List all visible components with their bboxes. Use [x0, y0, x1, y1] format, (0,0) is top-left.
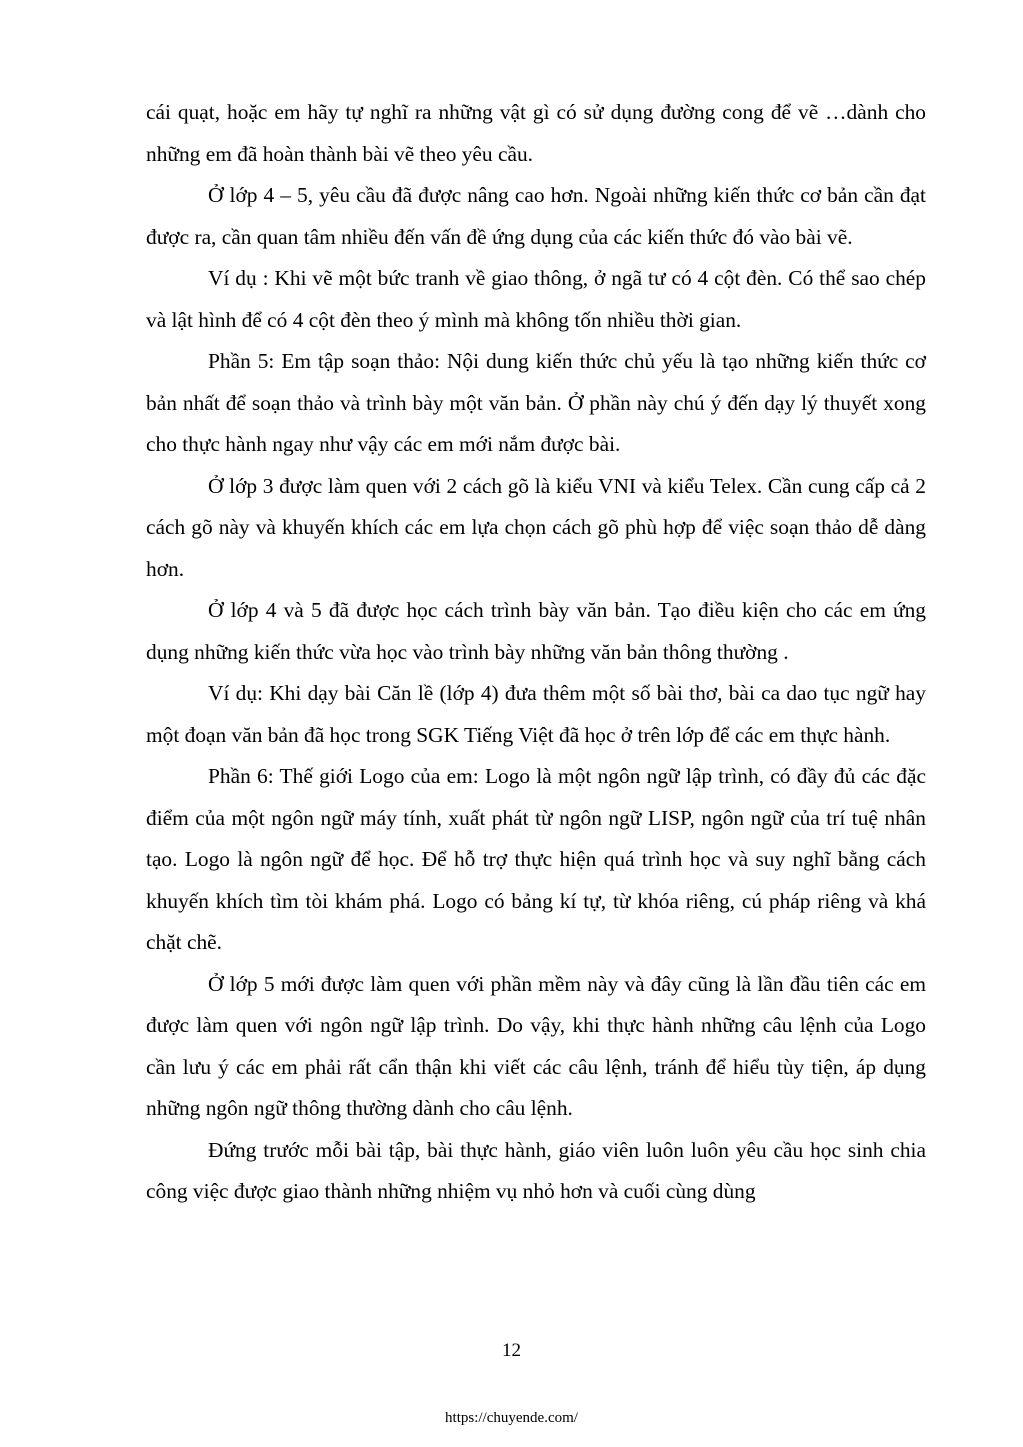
- paragraph-8: Phần 6: Thế giới Logo của em: Logo là một ngôn ngữ lập trình, có đầy đủ các đặc điểm của một ngôn ngữ máy tính, xuất phát từ ngôn ngữ LISP, ngôn ngữ của trí tuệ nhân tạo. Logo là ngôn ngữ để học. Để hỗ trợ thực hiện quá trình học và suy nghĩ bằng cách khuyến khích tìm tòi khám phá. Logo có bảng kí tự, từ khóa riêng, cú pháp riêng và khá chặt chẽ.: [146, 764, 926, 954]
- paragraph-4: Phần 5: Em tập soạn thảo: Nội dung kiến thức chủ yếu là tạo những kiến thức cơ bản nhất để soạn thảo và trình bày một văn bản. Ở phần này chú ý đến dạy lý thuyết xong cho thực hành ngay như vậy các em mới nắm được bài.: [146, 349, 926, 456]
- paragraph-2: Ở lớp 4 – 5, yêu cầu đã được nâng cao hơn. Ngoài những kiến thức cơ bản cần đạt được ra, cần quan tâm nhiều đến vấn đề ứng dụng của các kiến thức đó vào bài vẽ.: [146, 183, 926, 249]
- paragraph-6: Ở lớp 4 và 5 đã được học cách trình bày văn bản. Tạo điều kiện cho các em ứng dụng những kiến thức vừa học vào trình bày những văn bản thông thường .: [146, 598, 926, 664]
- paragraph-9: Ở lớp 5 mới được làm quen với phần mềm này và đây cũng là lần đầu tiên các em được làm quen với ngôn ngữ lập trình. Do vậy, khi thực hành những câu lệnh của Logo cần lưu ý các em phải rất cẩn thận khi viết các câu lệnh, tránh để hiểu tùy tiện, áp dụng những ngôn ngữ thông thường dành cho câu lệnh.: [146, 971, 926, 1120]
- paragraph-10: Đứng trước mỗi bài tập, bài thực hành, giáo viên luôn luôn yêu cầu học sinh chia công việc được giao thành những nhiệm vụ nhỏ hơn và cuối cùng dùng: [146, 1137, 926, 1203]
- page-number: 12: [502, 1340, 521, 1361]
- paragraph-5: Ở lớp 3 được làm quen với 2 cách gõ là kiểu VNI và kiểu Telex. Cần cung cấp cả 2 cách gõ này và khuyến khích các em lựa chọn cách gõ phù hợp để việc soạn thảo dễ dàng hơn.: [146, 473, 926, 581]
- paragraph-7: Ví dụ: Khi dạy bài Căn lề (lớp 4) đưa thêm một số bài thơ, bài ca dao tục ngữ hay một đoạn văn bản đã học trong SGK Tiếng Việt đã học ở trên lớp để các em thực hành.: [146, 681, 926, 747]
- footer-url: https://chuyende.com/: [445, 1410, 578, 1426]
- paragraph-1: cái quạt, hoặc em hãy tự nghĩ ra những vật gì có sử dụng đường cong để vẽ …dành cho những em đã hoàn thành bài vẽ theo yêu cầu.: [146, 100, 926, 166]
- paragraph-3: Ví dụ : Khi vẽ một bức tranh về giao thông, ở ngã tư có 4 cột đèn. Có thể sao chép và lật hình để có 4 cột đèn theo ý mình mà không tốn nhiều thời gian.: [146, 266, 926, 332]
- document-body: [146, 92, 926, 1213]
